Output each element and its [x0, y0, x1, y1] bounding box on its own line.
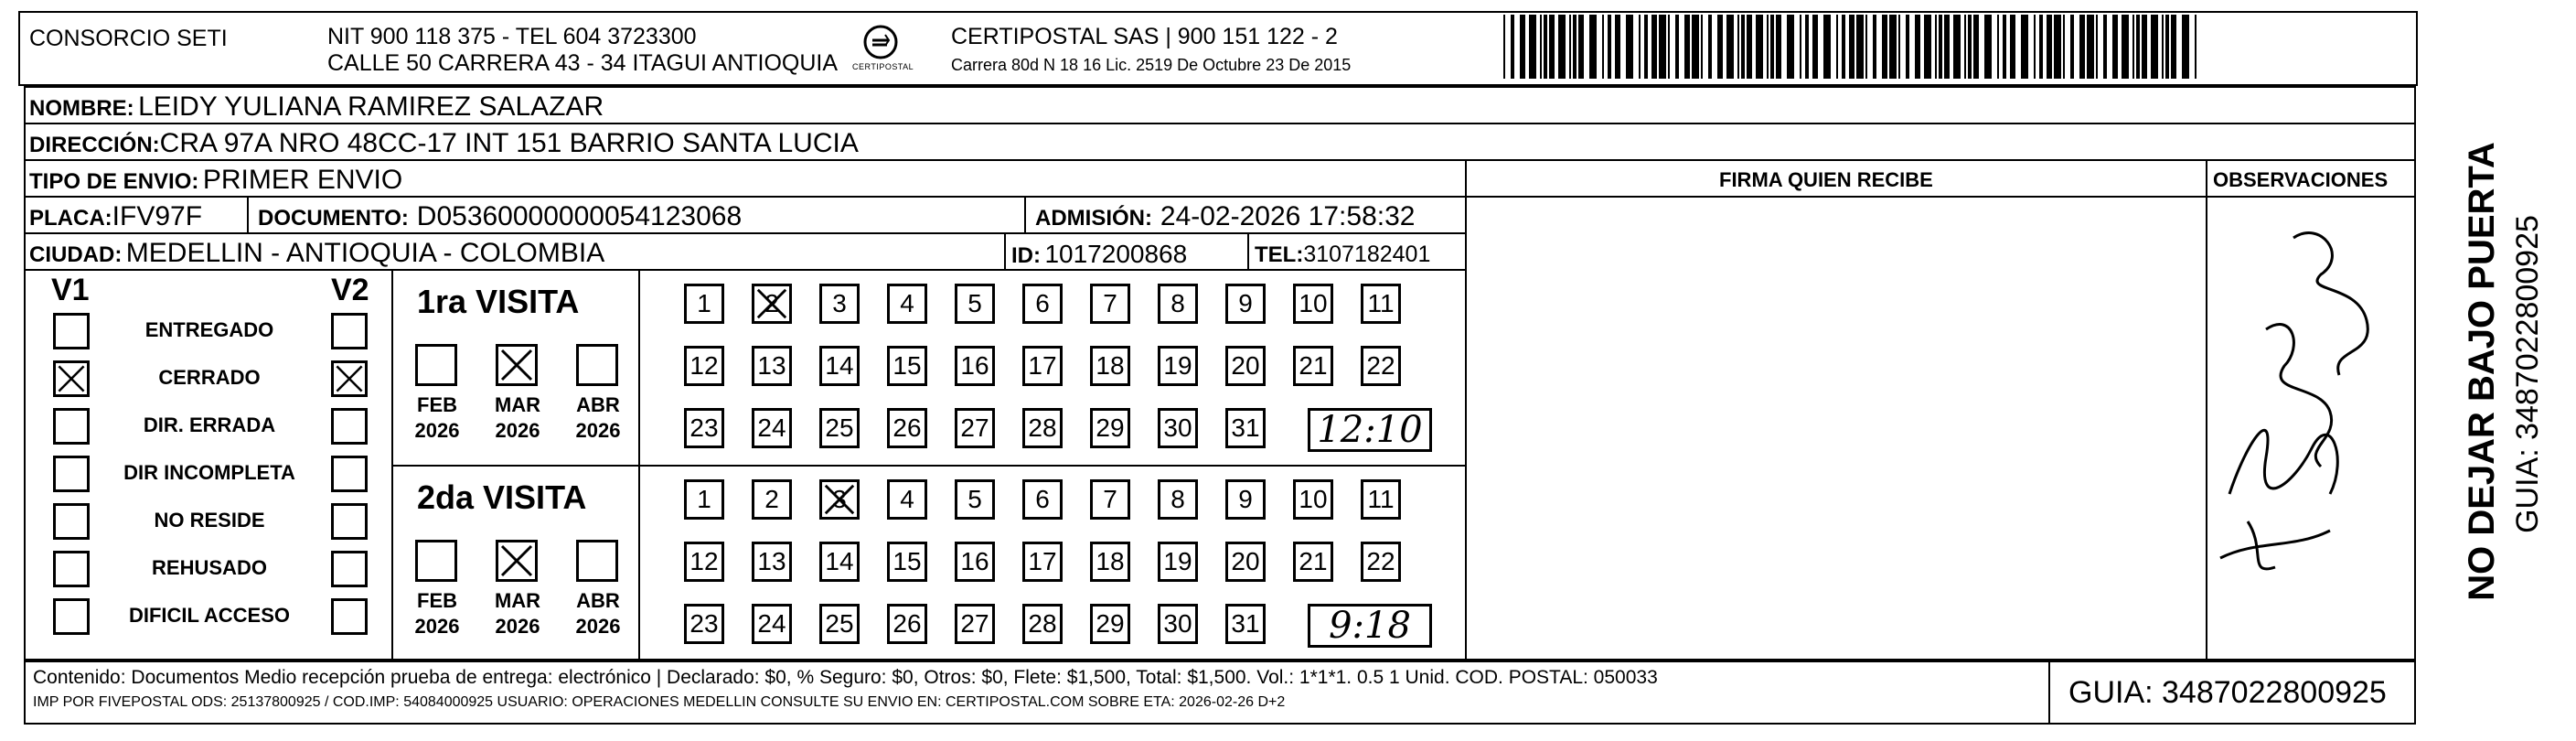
- v2-checkbox[interactable]: [331, 551, 368, 587]
- contenido-text: Contenido: Documentos Medio recepción prueba de entrega: electrónico | Declarado: $0, % Seguro: $0, Otros: $0, Flete: $1,500, Total: $1,500. Vol.: 1*1*1. 0.5 1 Unid. COD. POSTAL: 050033: [33, 667, 1658, 688]
- imp-text: IMP POR FIVEPOSTAL ODS: 25137800925 / COD.IMP: 54084000925 USUARIO: OPERACIONES MEDELLIN CONSULTE SU ENVIO EN: CERTIPOSTAL.COM SOBRE ETA: 2026-02-26 D+2: [33, 694, 1286, 710]
- day-number: 11: [1367, 289, 1395, 317]
- side-vertical-text: [2423, 88, 2560, 660]
- month-label: FEB: [417, 589, 457, 612]
- day-number: 22: [1366, 547, 1395, 575]
- day-number: 16: [960, 351, 989, 380]
- day-box[interactable]: [1158, 408, 1198, 448]
- day-number: 28: [1028, 609, 1057, 638]
- day-box[interactable]: [1225, 408, 1266, 448]
- day-box[interactable]: [1158, 346, 1198, 386]
- day-number: 13: [757, 351, 786, 380]
- day-box[interactable]: [1090, 346, 1130, 386]
- day-number: 19: [1163, 547, 1192, 575]
- day-number: 7: [1103, 289, 1117, 317]
- observaciones-handwriting: [2211, 220, 2394, 595]
- day-number: 27: [960, 609, 989, 638]
- day-box[interactable]: [1293, 346, 1333, 386]
- day-number: 9: [1238, 485, 1253, 513]
- day-box[interactable]: [1361, 284, 1401, 324]
- day-number: 2: [764, 485, 779, 513]
- day-box[interactable]: [955, 542, 995, 582]
- day-number: 16: [960, 547, 989, 575]
- day-number: 18: [1096, 351, 1125, 380]
- day-box[interactable]: [1225, 479, 1266, 520]
- day-number: 8: [1170, 289, 1185, 317]
- day-number: 8: [1170, 485, 1185, 513]
- day-number: 5: [967, 289, 982, 317]
- day-number: 27: [960, 413, 989, 442]
- day-box[interactable]: [1090, 479, 1130, 520]
- day-number: 17: [1028, 547, 1057, 575]
- day-number: 31: [1231, 413, 1260, 442]
- v2-checkbox[interactable]: [331, 360, 368, 397]
- day-box[interactable]: [752, 479, 792, 520]
- day-box[interactable]: [1090, 284, 1130, 324]
- month-year: 2026: [575, 615, 621, 638]
- day-number: 25: [825, 413, 854, 442]
- day-number: 5: [967, 485, 982, 513]
- day-box[interactable]: [819, 542, 860, 582]
- day-number: 29: [1096, 413, 1125, 442]
- status-label: REHUSADO: [152, 556, 267, 579]
- visit-time[interactable]: 9:18: [1308, 604, 1432, 648]
- id-value: 1017200868: [1044, 240, 1188, 268]
- day-number: 12: [689, 351, 719, 380]
- v1-header: V1: [51, 273, 90, 307]
- observaciones-header: OBSERVACIONES: [2213, 168, 2389, 191]
- address-line: CALLE 50 CARRERA 43 - 34 ITAGUI ANTIOQUIA: [327, 50, 839, 76]
- documento-label: DOCUMENTO:: [258, 206, 409, 231]
- day-number: 13: [757, 547, 786, 575]
- day-number: 15: [893, 547, 922, 575]
- day-number: 4: [900, 289, 914, 317]
- month-year: 2026: [495, 419, 540, 442]
- day-number: 24: [757, 413, 786, 442]
- v1-checkbox[interactable]: [53, 313, 90, 349]
- v1-checkbox[interactable]: [53, 408, 90, 445]
- status-label: DIR INCOMPLETA: [123, 461, 295, 484]
- month-checkbox[interactable]: [415, 344, 457, 386]
- admision-label: ADMISIÓN:: [1035, 206, 1152, 231]
- day-box[interactable]: [752, 604, 792, 644]
- day-box[interactable]: [1022, 408, 1063, 448]
- day-number: 14: [825, 351, 854, 380]
- month-year: 2026: [495, 615, 540, 638]
- day-number: 2: [764, 289, 779, 317]
- day-box[interactable]: [955, 479, 995, 520]
- day-number: 10: [1299, 289, 1328, 317]
- day-number: 25: [825, 609, 854, 638]
- status-label: ENTREGADO: [144, 318, 274, 341]
- day-number: 3: [832, 289, 847, 317]
- license-line: Carrera 80d N 18 16 Lic. 2519 De Octubre 23 De 2015: [951, 56, 1352, 74]
- company-name: CONSORCIO SETI: [29, 26, 228, 51]
- day-box[interactable]: [684, 346, 724, 386]
- day-box[interactable]: [1022, 284, 1063, 324]
- month-year: 2026: [575, 419, 621, 442]
- day-box[interactable]: [819, 346, 860, 386]
- day-box[interactable]: [684, 604, 724, 644]
- day-box[interactable]: [752, 284, 792, 324]
- day-box[interactable]: [1022, 479, 1063, 520]
- v2-header: V2: [331, 273, 369, 307]
- day-number: 9: [1238, 289, 1253, 317]
- v2-checkbox[interactable]: [331, 503, 368, 540]
- v2-checkbox[interactable]: [331, 313, 368, 349]
- month-year: 2026: [414, 615, 460, 638]
- day-number: 18: [1096, 547, 1125, 575]
- direccion-label: DIRECCIÓN:: [29, 133, 160, 157]
- day-box[interactable]: [1022, 346, 1063, 386]
- status-label: DIFICIL ACCESO: [128, 604, 290, 627]
- status-label: CERRADO: [158, 366, 261, 389]
- day-number: 23: [689, 609, 719, 638]
- day-box[interactable]: [1022, 604, 1063, 644]
- day-box[interactable]: [752, 542, 792, 582]
- certipostal-line: CERTIPOSTAL SAS | 900 151 122 - 2: [951, 24, 1338, 49]
- tel-label: TEL:: [1255, 242, 1304, 267]
- day-box[interactable]: [819, 479, 860, 520]
- day-number: 31: [1231, 609, 1260, 638]
- v1-checkbox[interactable]: [53, 456, 90, 492]
- month-label: ABR: [576, 393, 620, 416]
- placa-label: PLACA:: [29, 206, 112, 231]
- direccion-value: CRA 97A NRO 48CC-17 INT 151 BARRIO SANTA LUCIA: [159, 128, 859, 158]
- day-box[interactable]: [1225, 604, 1266, 644]
- day-check-mark: [822, 482, 857, 517]
- id-label: ID:: [1011, 243, 1041, 268]
- day-number: 30: [1163, 413, 1192, 442]
- firma-header: FIRMA QUIEN RECIBE: [1719, 168, 1933, 191]
- admision-value: 24-02-2026 17:58:32: [1160, 201, 1416, 231]
- visit-title: 1ra VISITA: [417, 283, 580, 320]
- tipo-envio-label: TIPO DE ENVIO:: [29, 169, 199, 194]
- day-box[interactable]: [684, 479, 724, 520]
- month-checkbox[interactable]: [576, 540, 618, 582]
- day-number: 22: [1366, 351, 1395, 380]
- day-box[interactable]: [1225, 346, 1266, 386]
- day-number: 20: [1231, 351, 1260, 380]
- day-box[interactable]: [819, 408, 860, 448]
- day-number: 4: [900, 485, 914, 513]
- v1-checkbox[interactable]: [53, 598, 90, 635]
- day-number: 11: [1367, 485, 1395, 513]
- month-checkbox[interactable]: [415, 540, 457, 582]
- month-checkbox[interactable]: [496, 540, 538, 582]
- day-box[interactable]: [1225, 542, 1266, 582]
- day-number: 28: [1028, 413, 1057, 442]
- visit-time[interactable]: 12:10: [1308, 408, 1432, 452]
- day-box[interactable]: [1293, 542, 1333, 582]
- visit-title: 2da VISITA: [417, 478, 587, 516]
- v2-checkbox[interactable]: [331, 456, 368, 492]
- day-check-mark: [754, 286, 789, 321]
- status-label: DIR. ERRADA: [143, 413, 276, 436]
- day-number: 7: [1103, 485, 1117, 513]
- day-number: 15: [893, 351, 922, 380]
- month-label: FEB: [417, 393, 457, 416]
- day-number: 26: [893, 609, 922, 638]
- day-number: 20: [1231, 547, 1260, 575]
- day-box[interactable]: [887, 408, 927, 448]
- day-box[interactable]: [955, 284, 995, 324]
- day-number: 21: [1299, 547, 1328, 575]
- day-box[interactable]: [1090, 542, 1130, 582]
- barcode: [1503, 15, 2207, 79]
- nombre-value: LEIDY YULIANA RAMIREZ SALAZAR: [138, 91, 604, 122]
- day-box[interactable]: [955, 346, 995, 386]
- day-box[interactable]: [1158, 479, 1198, 520]
- day-number: 30: [1163, 609, 1192, 638]
- day-number: 14: [825, 547, 854, 575]
- day-box[interactable]: [1090, 408, 1130, 448]
- documento-value: D05360000000054123068: [416, 201, 743, 231]
- day-box[interactable]: [1361, 479, 1401, 520]
- logo-text: CERTIPOSTAL: [852, 62, 914, 71]
- day-box[interactable]: [684, 408, 724, 448]
- day-box[interactable]: [887, 284, 927, 324]
- nit-line: NIT 900 118 375 - TEL 604 3723300: [327, 24, 697, 49]
- day-number: 6: [1035, 289, 1050, 317]
- day-number: 1: [697, 289, 711, 317]
- v2-checkbox[interactable]: [331, 598, 368, 635]
- day-box[interactable]: [955, 604, 995, 644]
- day-box[interactable]: [1361, 346, 1401, 386]
- status-label: NO RESIDE: [154, 509, 265, 532]
- placa-value: IFV97F: [112, 201, 203, 231]
- month-checkbox[interactable]: [496, 344, 538, 386]
- day-number: 23: [689, 413, 719, 442]
- footer-guia: GUIA: 3487022800925: [2068, 675, 2387, 710]
- tipo-envio-value: PRIMER ENVIO: [202, 165, 403, 195]
- day-box[interactable]: [1090, 604, 1130, 644]
- day-number: 1: [697, 485, 711, 513]
- day-box[interactable]: [684, 542, 724, 582]
- ciudad-label: CIUDAD:: [29, 242, 123, 267]
- day-number: 10: [1299, 485, 1328, 513]
- day-number: 29: [1096, 609, 1125, 638]
- day-box[interactable]: [887, 604, 927, 644]
- day-box[interactable]: [887, 346, 927, 386]
- day-box[interactable]: [1361, 542, 1401, 582]
- day-number: 21: [1299, 351, 1328, 380]
- day-box[interactable]: [955, 408, 995, 448]
- month-year: 2026: [414, 419, 460, 442]
- v1-checkbox[interactable]: [53, 503, 90, 540]
- day-number: 6: [1035, 485, 1050, 513]
- day-box[interactable]: [1158, 604, 1198, 644]
- day-box[interactable]: [887, 479, 927, 520]
- day-box[interactable]: [1293, 284, 1333, 324]
- month-label: MAR: [494, 589, 541, 612]
- day-box[interactable]: [684, 284, 724, 324]
- day-box[interactable]: [819, 604, 860, 644]
- day-box[interactable]: [1022, 542, 1063, 582]
- day-number: 26: [893, 413, 922, 442]
- day-box[interactable]: [1158, 542, 1198, 582]
- v2-checkbox[interactable]: [331, 408, 368, 445]
- v1-checkbox[interactable]: [53, 360, 90, 397]
- nombre-label: NOMBRE:: [29, 96, 134, 121]
- day-number: 24: [757, 609, 786, 638]
- day-box[interactable]: [752, 408, 792, 448]
- month-label: ABR: [576, 589, 620, 612]
- certipostal-logo: [852, 22, 914, 75]
- day-box[interactable]: [819, 284, 860, 324]
- month-label: MAR: [494, 393, 541, 416]
- day-box[interactable]: [1293, 479, 1333, 520]
- day-box[interactable]: [887, 542, 927, 582]
- no-dejar-text: NO DEJAR BAJO PUERTA: [2462, 142, 2502, 601]
- day-number: 12: [689, 547, 719, 575]
- day-box[interactable]: [752, 346, 792, 386]
- day-number: 19: [1163, 351, 1192, 380]
- day-number: 3: [832, 485, 847, 513]
- v1-checkbox[interactable]: [53, 551, 90, 587]
- day-box[interactable]: [1158, 284, 1198, 324]
- side-guia-text: GUIA: 3487022800925: [2510, 215, 2545, 533]
- ciudad-value: MEDELLIN - ANTIOQUIA - COLOMBIA: [125, 238, 605, 268]
- day-box[interactable]: [1225, 284, 1266, 324]
- tel-value: 3107182401: [1303, 242, 1431, 267]
- day-number: 17: [1028, 351, 1057, 380]
- month-checkbox[interactable]: [576, 344, 618, 386]
